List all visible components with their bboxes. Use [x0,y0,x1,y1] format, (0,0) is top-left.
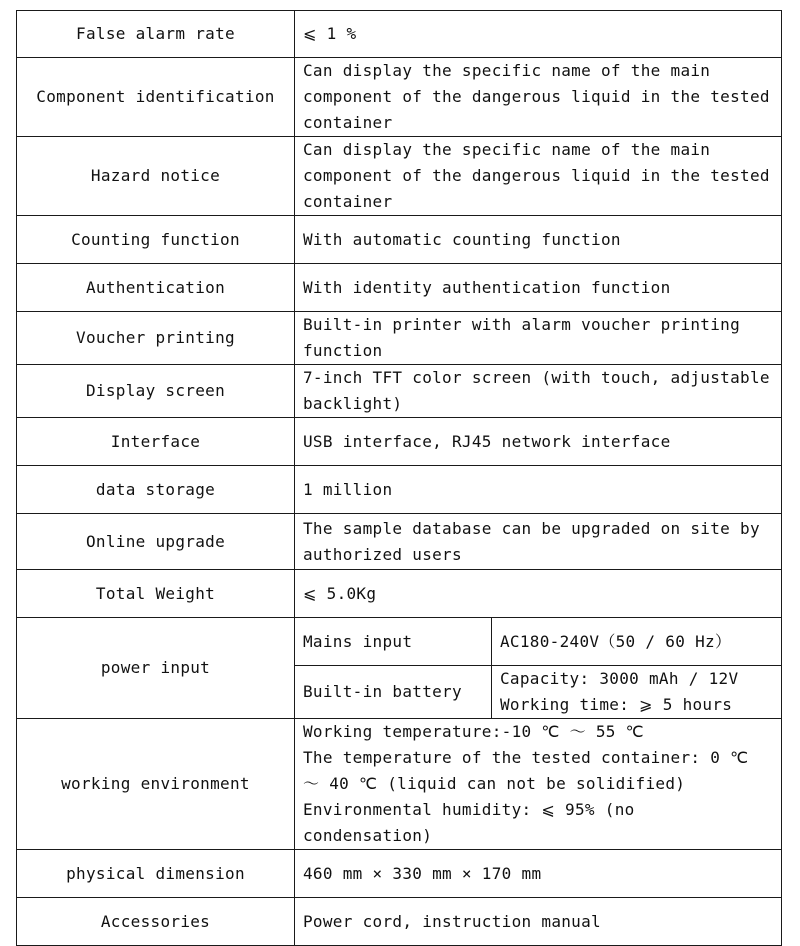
row-value: Built-in printer with alarm voucher printing function [295,312,782,365]
table-row [17,898,782,946]
table-row [17,264,782,312]
environment-label: working environment [17,719,295,850]
environmental-humidity: Environmental humidity: ⩽ 95% (no condensation) [303,800,635,845]
table-row [17,137,782,216]
table-row [17,11,782,58]
row-value: Can display the specific name of the main component of the dangerous liquid in the tested container [295,137,782,216]
row-label: Counting function [17,216,295,264]
table-row [17,719,782,850]
table-row [17,466,782,514]
row-value: 7-inch TFT color screen (with touch, adjustable backlight) [295,365,782,418]
row-label: Interface [17,418,295,466]
table-row [17,850,782,898]
environment-value [295,719,782,850]
dimension-value: 460 mm × 330 mm × 170 mm [295,850,782,898]
table-row [17,570,782,618]
container-temperature: The temperature of the tested container: 0 ℃ ～ 40 ℃ (liquid can not be solidified) [303,748,749,793]
mains-input-label: Mains input [295,618,492,666]
row-label: False alarm rate [17,11,295,58]
row-label: Authentication [17,264,295,312]
row-value: USB interface, RJ45 network interface [295,418,782,466]
row-value: The sample database can be upgraded on site by authorized users [295,514,782,570]
working-temperature: Working temperature:-10 ℃ ～ 55 ℃ [303,722,644,741]
row-value: ⩽ 5.0Kg [295,570,782,618]
row-value: 1 million [295,466,782,514]
accessories-label: Accessories [17,898,295,946]
row-label: Hazard notice [17,137,295,216]
accessories-value: Power cord, instruction manual [295,898,782,946]
row-label: Online upgrade [17,514,295,570]
table-row [17,365,782,418]
row-value: With identity authentication function [295,264,782,312]
row-label: Component identification [17,58,295,137]
row-value: With automatic counting function [295,216,782,264]
battery-capacity: Capacity: 3000 mAh / 12V [500,669,739,688]
battery-value [492,666,782,719]
table-row [17,312,782,365]
table-row [17,216,782,264]
mains-input-value: AC180-240V（50 / 60 Hz） [492,618,782,666]
row-label: Total Weight [17,570,295,618]
row-value: ⩽ 1 % [295,11,782,58]
spec-table [16,10,782,946]
table-row [17,514,782,570]
row-value: Can display the specific name of the main component of the dangerous liquid in the tested container [295,58,782,137]
row-label: Display screen [17,365,295,418]
row-label: Voucher printing [17,312,295,365]
table-row [17,618,782,666]
power-input-label: power input [17,618,295,719]
battery-label: Built-in battery [295,666,492,719]
table-row [17,58,782,137]
table-row [17,418,782,466]
dimension-label: physical dimension [17,850,295,898]
row-label: data storage [17,466,295,514]
battery-working-time: Working time: ⩾ 5 hours [500,695,733,714]
